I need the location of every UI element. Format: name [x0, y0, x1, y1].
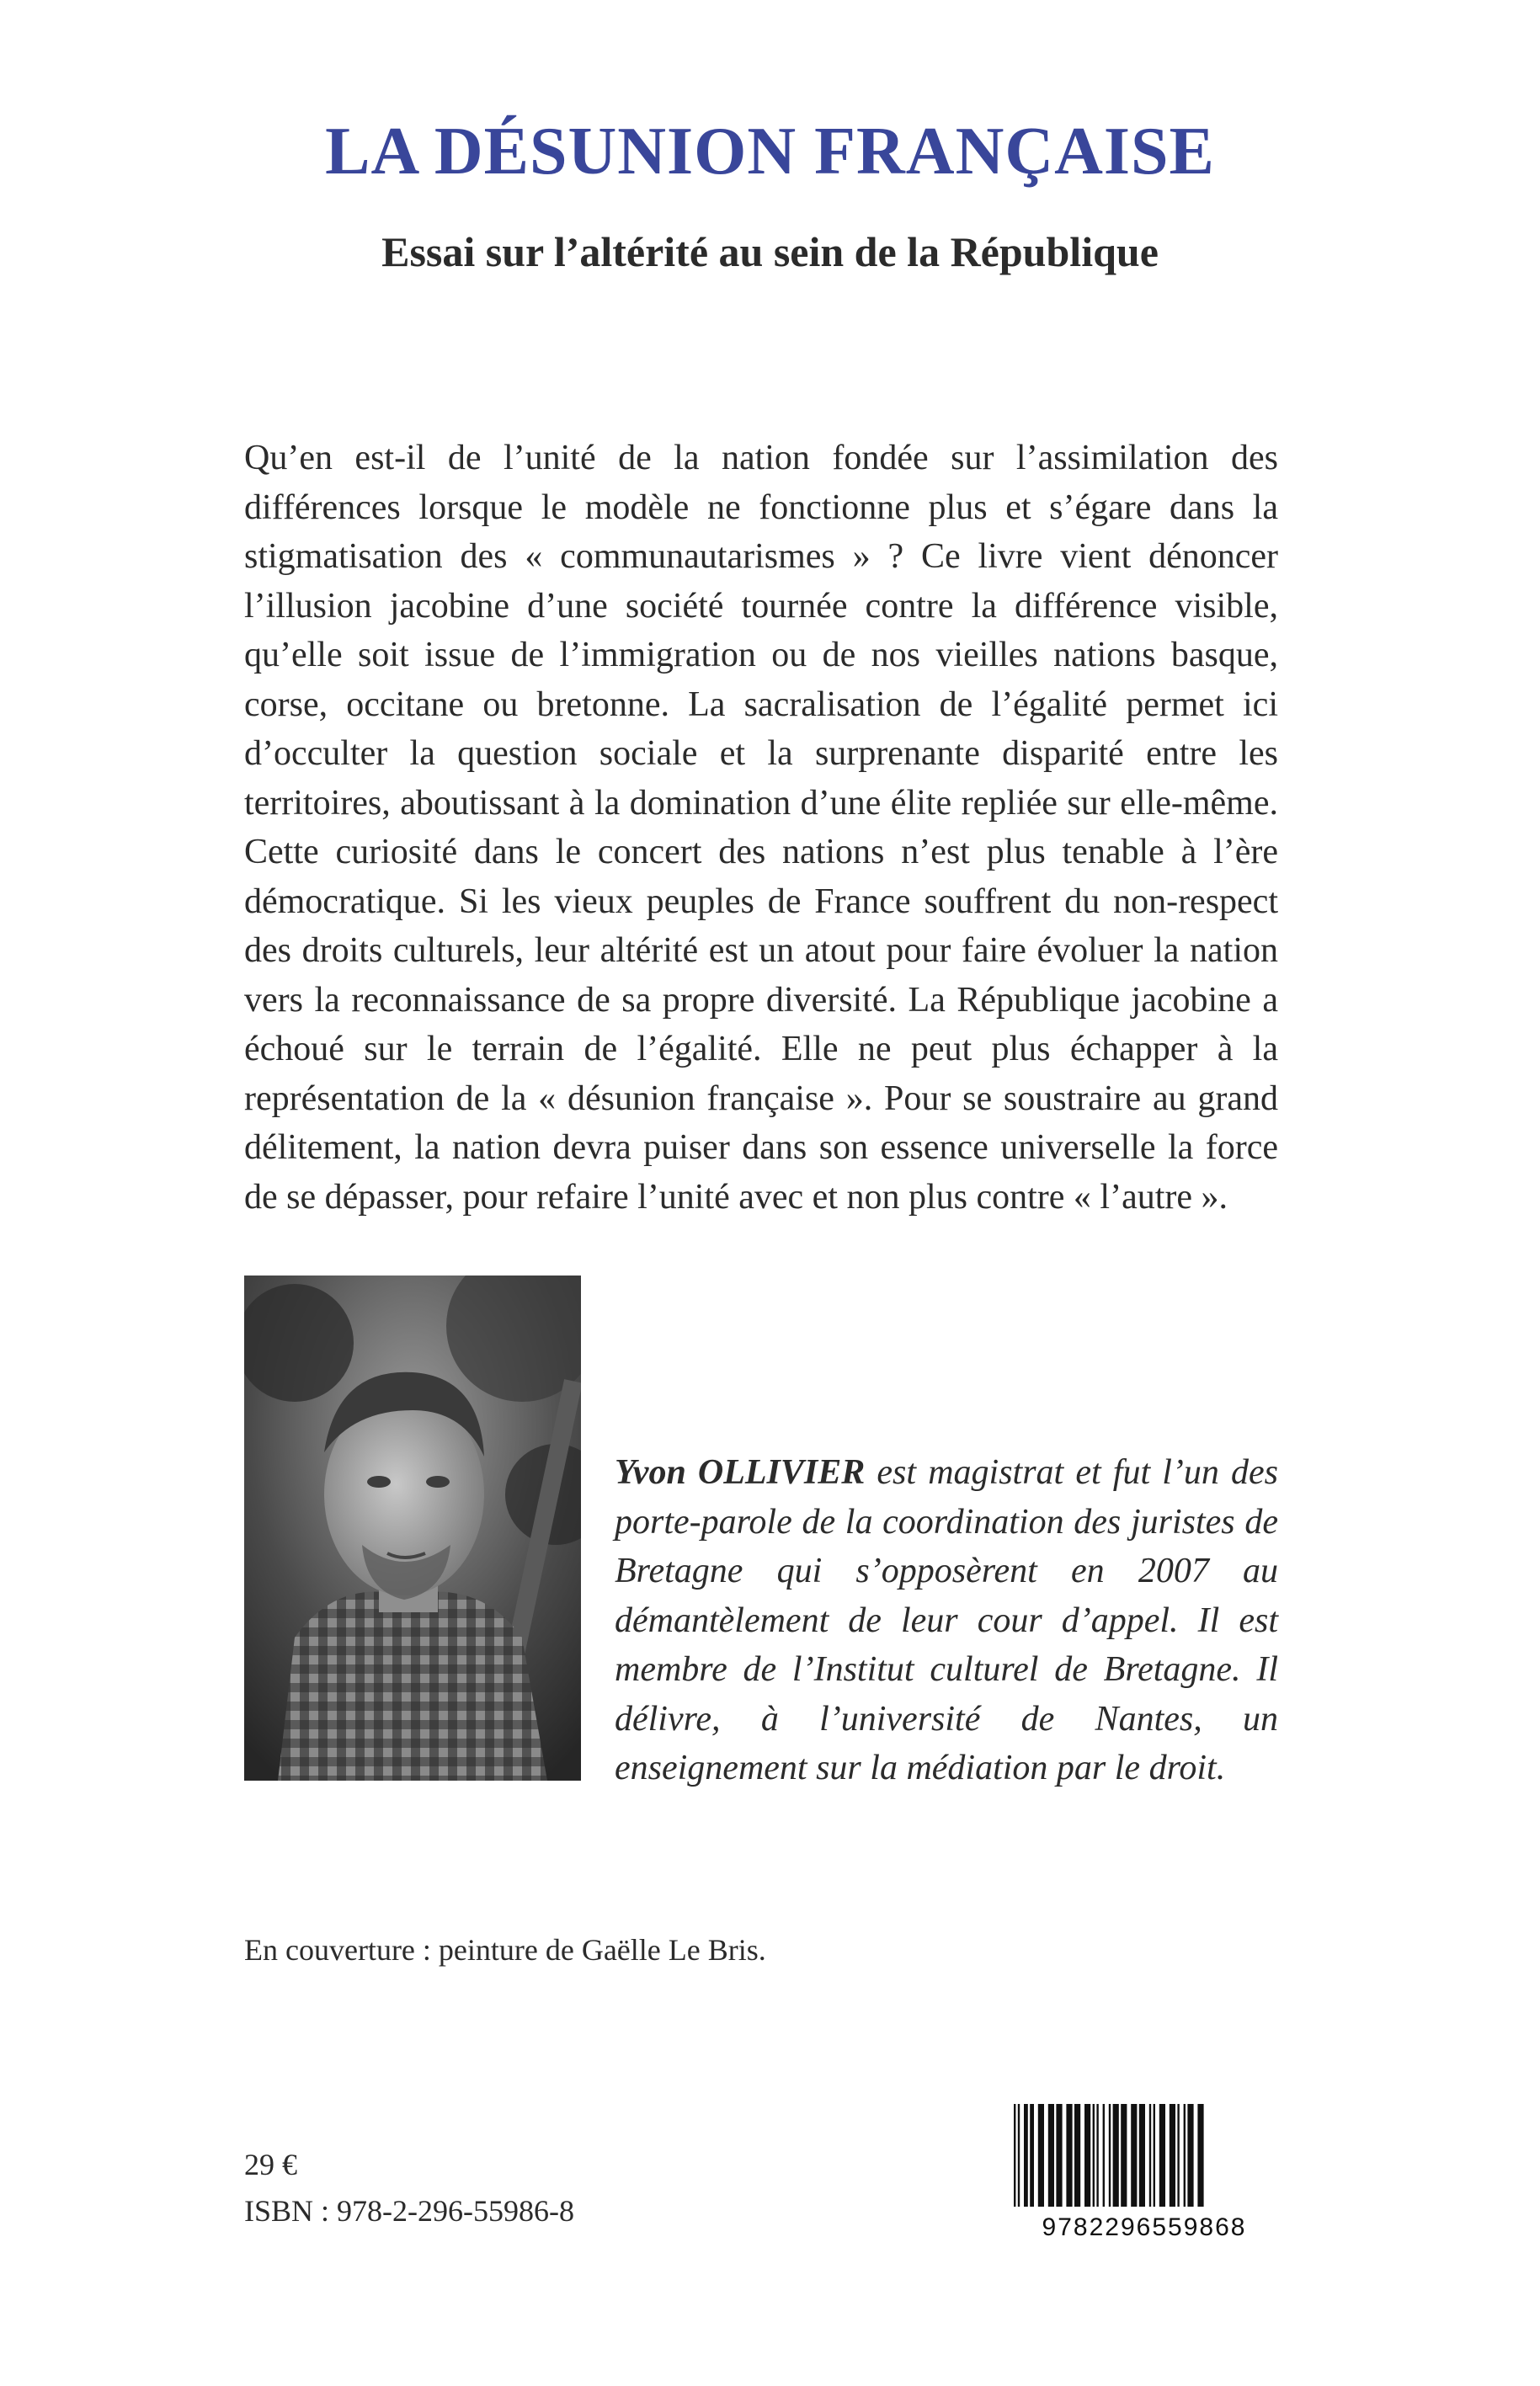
- price: 29 €: [244, 2148, 297, 2181]
- book-title: LA DÉSUNION FRANÇAISE: [325, 115, 1215, 189]
- isbn: ISBN : 978-2-296-55986-8: [244, 2194, 574, 2228]
- isbn-barcode: [1010, 2101, 1278, 2240]
- author-name: Yvon OLLIVIER: [615, 1453, 866, 1492]
- barcode-digits: 9782296559868: [1042, 2213, 1247, 2240]
- author-photo: [244, 1276, 581, 1781]
- book-subtitle: Essai sur l’altérité au sein de la République: [381, 228, 1159, 275]
- back-cover-blurb: Qu’en est-il de l’unité de la nation fondée sur l’assimilation des différences lorsque le modèle ne fonctionne plus et s’égare dans la stigmatisation des « communautarismes » ? Ce livre vient dénoncer l’illusion jacobine d’une société tournée contre la différence visible, qu’elle soit issue de l’immigration ou de nos vieilles nations basque, corse, occitane ou bretonne. La sacralisation de l’égalité permet ici d’occulter la question sociale et la surprenante disparité entre les territoires, aboutissant à la domination d’une élite repliée sur elle-même. Cette curiosité dans le concert des nations n’est plus tenable à l’ère démocratique. Si les vieux peuples de France souffrent du non-respect des droits culturels, leur altérité est un atout pour faire évoluer la nation vers la reconnaissance de sa propre diversité. La République jacobine a échoué sur le terrain de l’égalité. Elle ne peut plus échapper à la représentation de la « désunion française ». Pour se soustraire au grand délitement, la nation devra puiser dans son essence universelle la force de se dépasser, pour refaire l’unité avec et non plus contre « l’autre ».: [244, 439, 1278, 1217]
- author-bio: [615, 1448, 1278, 1793]
- author-bio-text: est magistrat et fut l’un des porte-parole de la coordination des juristes de Bretagne qui s’opposèrent en 2007 au démantèlement de leur cour d’appel. Il est membre de l’Institut culturel de Bretagne. Il délivre, à l’université de Nantes, un enseignement sur la médiation par le droit.: [615, 1453, 1278, 1787]
- cover-credit: En couverture : peinture de Gaëlle Le Bris.: [244, 1933, 766, 1967]
